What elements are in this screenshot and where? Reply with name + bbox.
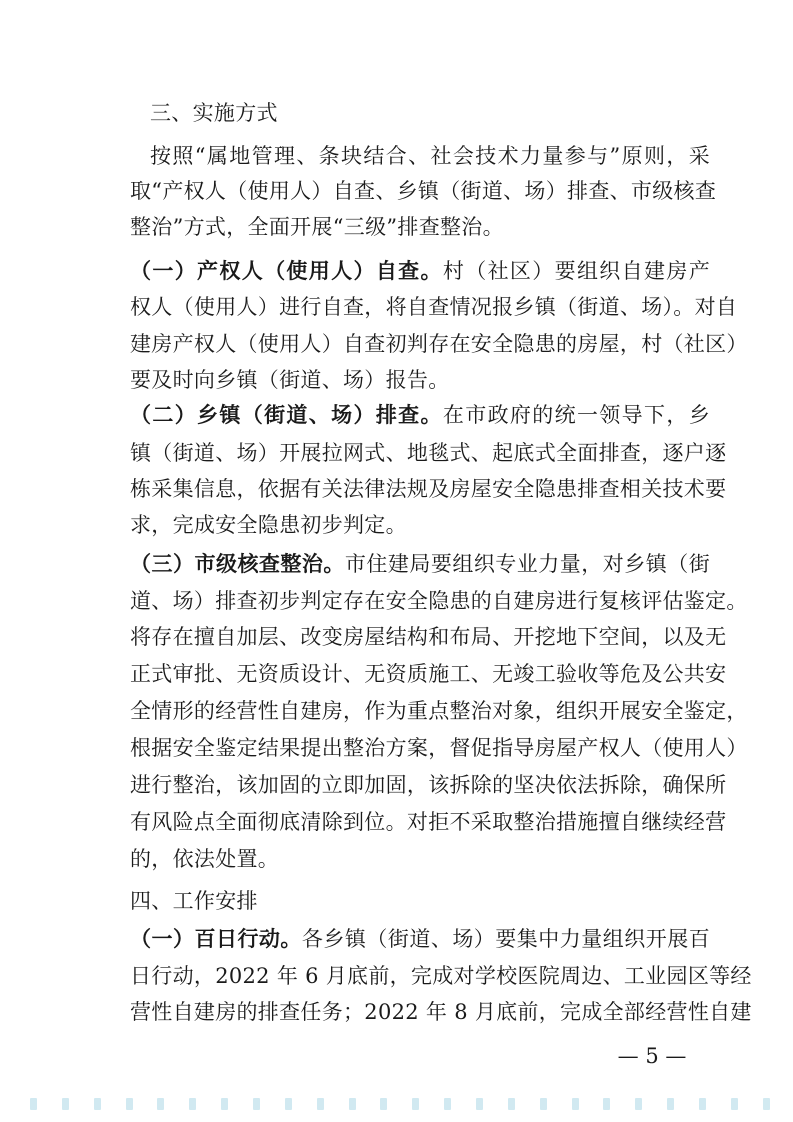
- item3-line-2: 道、场）排查初步判定存在安全隐患的自建房进行复核评估鉴定。: [130, 589, 748, 613]
- item1-line-4: 要及时向乡镇（街道、场）报告。: [130, 368, 450, 392]
- item1-title: （一）产权人（使用人）自查。: [130, 258, 443, 283]
- item3-line-9: 的，依法处置。: [130, 847, 280, 871]
- item2-line-1: [130, 400, 710, 430]
- section3-intro-line-1: 按照“属地管理、条块结合、社会技术力量参与”原则，采: [150, 144, 710, 168]
- item1-line-1: [130, 256, 710, 286]
- item2-title: （二）乡镇（街道、场）排查。: [130, 402, 443, 427]
- section3-title: 三、实施方式: [150, 101, 278, 125]
- item1-line-2: 权人（使用人）进行自查，将自查情况报乡镇（街道、场）。对自: [130, 295, 738, 319]
- item2-line-3: 栋采集信息，依据有关法律法规及房屋安全隐患排查相关技术要: [130, 477, 727, 501]
- section4-title: 四、工作安排: [130, 889, 258, 913]
- item3-line-8: 有风险点全面彻底清除到位。对拒不采取整治措施擅自继续经营: [130, 810, 727, 834]
- item3-line-5: 全情形的经营性自建房，作为重点整治对象，组织开展安全鉴定，: [130, 699, 748, 723]
- item2-line-4: 求，完成安全隐患初步判定。: [130, 513, 407, 537]
- page-number: — 5 —: [617, 1044, 687, 1068]
- item3-line-3: 将存在擅自加层、改变房屋结构和布局、开挖地下空间，以及无: [130, 625, 727, 649]
- item4-line-2: 日行动，2022 年 6 月底前，完成对学校医院周边、工业园区等经: [130, 964, 752, 988]
- item2-line-2: 镇（街道、场）开展拉网式、地毯式、起底式全面排查，逐户逐: [130, 441, 727, 465]
- item4-line-3: 营性自建房的排查任务；2022 年 8 月底前，完成全部经营性自建: [130, 1000, 752, 1024]
- item3-line-6: 根据安全鉴定结果提出整治方案，督促指导房屋产权人（使用人）: [130, 736, 748, 760]
- item3-line-7: 进行整治，该加固的立即加固，该拆除的坚决依法拆除，确保所: [130, 773, 727, 797]
- scan-edge-marks: [30, 1094, 770, 1110]
- item4-line1-rest: 各乡镇（街道、场）要集中力量组织开展百: [301, 927, 710, 951]
- item1-line-3: 建房产权人（使用人）自查初判存在安全隐患的房屋，村（社区）: [130, 332, 748, 356]
- item3-title: （三）市级核查整治。: [130, 551, 345, 576]
- item3-line-1: [130, 549, 710, 579]
- section3-intro-line-2: 取“产权人（使用人）自查、乡镇（街道、场）排查、市级核查: [130, 179, 717, 203]
- section3-intro-line-3: 整治”方式，全面开展“三级”排查整治。: [130, 215, 504, 239]
- item2-line1-rest: 在市政府的统一领导下，乡: [442, 403, 710, 427]
- item3-line1-rest: 市住建局要组织专业力量，对乡镇（街: [344, 552, 710, 576]
- item4-title: （一）百日行动。: [130, 926, 302, 951]
- item1-line1-rest: 村（社区）要组织自建房产: [442, 259, 710, 283]
- item4-line-1: [130, 924, 710, 954]
- item3-line-4: 正式审批、无资质设计、无资质施工、无竣工验收等危及公共安: [130, 662, 727, 686]
